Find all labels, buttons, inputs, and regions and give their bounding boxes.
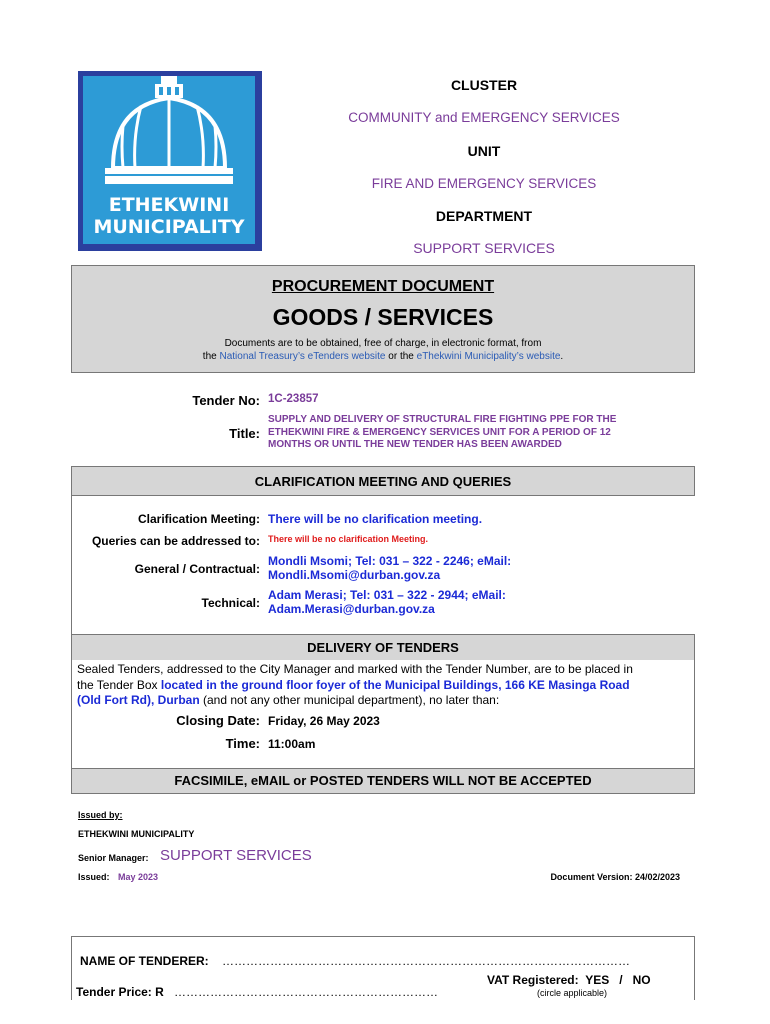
logo-text-line1: ETHEKWINI [108,194,230,216]
clarification-meeting-label: Clarification Meeting: [137,512,260,526]
note-end: . [560,351,564,362]
time-label: Time: [225,736,260,751]
tender-price-label: Tender Price: R [76,985,164,999]
vat-separator: / [619,973,623,987]
issued-by-value: ETHEKWINI MUNICIPALITY [78,829,195,839]
technical-contact-line1: Adam Merasi; Tel: 031 – 322 - 2944; eMail: [268,588,506,602]
tender-title-line3: MONTHS OR UNTIL THE NEW TENDER HAS BEEN AWARDED [268,439,562,450]
issued-date-value: May 2023 [118,872,159,882]
vat-label: VAT Registered: [487,973,579,987]
tenderer-name-field[interactable]: ………………………………………………………………………………………… [222,954,630,968]
delivery-heading: DELIVERY OF TENDERS [307,640,459,655]
general-contact-value [268,554,511,582]
senior-manager-label: Senior Manager: [78,853,149,863]
issued-date-label: Issued: [78,872,110,882]
procurement-title: PROCUREMENT DOCUMENT [271,278,495,295]
vat-registered [487,973,651,987]
time-value: 11:00am [268,737,316,751]
tender-no-value: 1C-23857 [268,393,319,405]
delivery-location-city: (Old Fort Rd), Durban [77,693,200,707]
clarification-meeting-value: There will be no clarification meeting. [268,512,483,526]
dome-icon [83,76,255,191]
municipality-logo [78,71,262,251]
tenderer-name-label: NAME OF TENDERER: [80,954,209,968]
procurement-note-line1: Documents are to be obtained, free of charge, in electronic format, from [224,338,542,349]
closing-date-label: Closing Date: [176,713,260,728]
delivery-line1: Sealed Tenders, addressed to the City Manager and marked with the Tender Number, are to be placed in [77,662,633,676]
queries-value: There will be no clarification Meeting. [268,534,429,544]
delivery-paragraph [77,662,691,709]
issued-by-label: Issued by: [78,810,123,820]
logo-text-line2: MUNICIPALITY [93,216,245,238]
department-label: DEPARTMENT [435,208,533,224]
document-version: Document Version: 24/02/2023 [550,872,680,882]
cluster-value: COMMUNITY and EMERGENCY SERVICES [348,110,620,125]
tender-title-line2: ETHEKWINI FIRE & EMERGENCY SERVICES UNIT FOR A PERIOD OF 12 [268,426,611,438]
queries-label: Queries can be addressed to: [91,534,260,548]
delivery-location: located in the ground floor foyer of the Municipal Buildings, 166 KE Masinga Road [160,677,630,692]
note-or: or the [388,351,414,362]
tender-title-line1: SUPPLY AND DELIVERY OF STRUCTURAL FIRE FIGHTING PPE FOR THE [268,414,617,425]
technical-contact-value [268,588,506,616]
technical-contact-email[interactable]: Adam.Merasi@durban.gov.za [268,602,435,616]
tender-no-label: Tender No: [192,393,260,408]
cluster-label: CLUSTER [450,77,518,93]
vat-note: (circle applicable) [537,988,608,998]
general-contact-line1: Mondli Msomi; Tel: 031 – 322 - 2246; eMail: [268,554,512,568]
tender-title-value [268,414,616,452]
general-contact-email[interactable]: Mondli.Msomi@durban.gov.za [268,568,441,582]
notice-text: FACSIMILE, eMAIL or POSTED TENDERS WILL NOT BE ACCEPTED [174,773,592,788]
vat-yes-option[interactable]: YES [585,973,610,987]
general-contact-label: General / Contractual: [134,562,260,576]
delivery-line3 [77,693,691,709]
unit-label: UNIT [467,143,501,159]
procurement-subtitle: GOODS / SERVICES [272,304,494,330]
technical-contact-label: Technical: [201,596,260,610]
senior-manager-value: SUPPORT SERVICES [160,847,312,864]
etenders-link[interactable]: National Treasury’s eTenders website [219,351,386,362]
tender-price-field[interactable]: ………………………………………………………… [174,985,438,999]
vat-no-option[interactable]: NO [632,973,651,987]
unit-value: FIRE AND EMERGENCY SERVICES [371,176,597,191]
delivery-right-border [694,660,695,770]
delivery-line2 [77,678,691,694]
closing-date-value: Friday, 26 May 2023 [268,714,380,728]
note-prefix: the [202,351,217,362]
delivery-line3-b: (and not any other municipal department), no later than: [203,693,500,707]
department-value: SUPPORT SERVICES [413,240,555,256]
tender-title-label: Title: [229,426,260,441]
clarification-heading: CLARIFICATION MEETING AND QUERIES [254,474,512,489]
ethekwini-website-link[interactable]: eThekwini Municipality’s website [416,351,561,362]
delivery-line2-a: the Tender Box [77,677,158,692]
procurement-note-line2 [71,351,695,362]
delivery-left-border [71,660,72,770]
